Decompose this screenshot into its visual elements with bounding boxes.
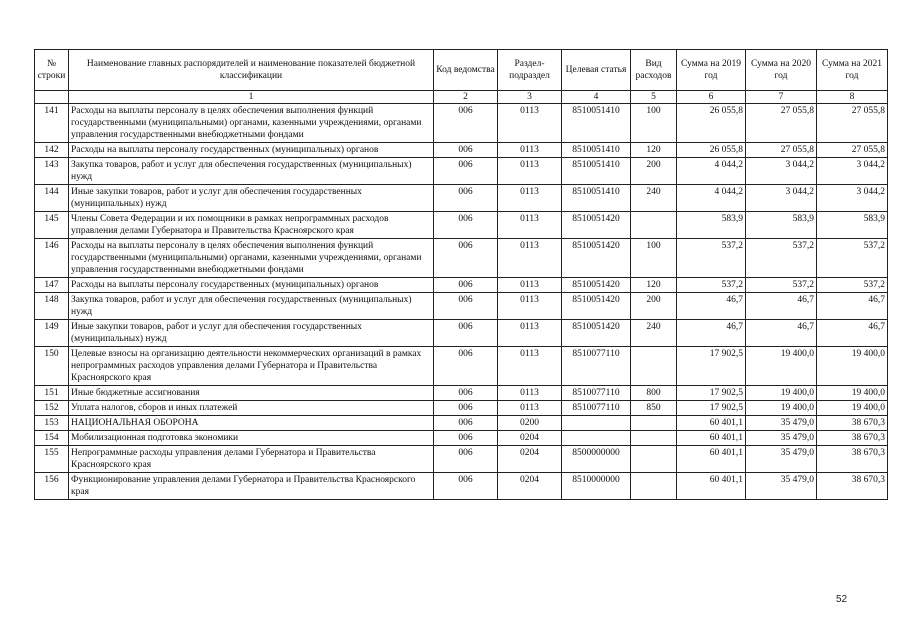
row-section: 0204 xyxy=(498,446,562,473)
row-expense-type: 240 xyxy=(631,320,677,347)
row-sum-2021: 19 400,0 xyxy=(817,386,888,401)
row-sum-2019: 60 401,1 xyxy=(677,431,746,446)
row-sum-2020: 19 400,0 xyxy=(746,386,817,401)
row-sum-2021: 38 670,3 xyxy=(817,473,888,500)
row-name: Функционирование управления делами Губернатора и Правительства Красноярского края xyxy=(69,473,434,500)
row-number: 146 xyxy=(35,239,69,278)
row-expense-type xyxy=(631,347,677,386)
row-sum-2020: 537,2 xyxy=(746,239,817,278)
row-sum-2019: 46,7 xyxy=(677,293,746,320)
row-expense-type: 200 xyxy=(631,158,677,185)
row-name: Уплата налогов, сборов и иных платежей xyxy=(69,401,434,416)
row-section: 0113 xyxy=(498,143,562,158)
row-number: 143 xyxy=(35,158,69,185)
row-section: 0113 xyxy=(498,347,562,386)
row-expense-type: 120 xyxy=(631,278,677,293)
row-sum-2020: 35 479,0 xyxy=(746,416,817,431)
column-number xyxy=(35,91,69,104)
row-sum-2021: 3 044,2 xyxy=(817,185,888,212)
row-expense-type: 800 xyxy=(631,386,677,401)
row-target-article: 8510051420 xyxy=(562,239,631,278)
row-sum-2019: 537,2 xyxy=(677,239,746,278)
row-sum-2020: 35 479,0 xyxy=(746,446,817,473)
row-department-code: 006 xyxy=(434,431,498,446)
row-sum-2019: 17 902,5 xyxy=(677,401,746,416)
table-row xyxy=(35,320,888,347)
row-sum-2021: 19 400,0 xyxy=(817,347,888,386)
row-target-article: 8510051420 xyxy=(562,293,631,320)
row-section: 0113 xyxy=(498,104,562,143)
table-row xyxy=(35,158,888,185)
column-number: 4 xyxy=(562,91,631,104)
row-number: 151 xyxy=(35,386,69,401)
row-sum-2020: 3 044,2 xyxy=(746,185,817,212)
row-expense-type xyxy=(631,473,677,500)
row-number: 141 xyxy=(35,104,69,143)
row-name: НАЦИОНАЛЬНАЯ ОБОРОНА xyxy=(69,416,434,431)
row-name: Члены Совета Федерации и их помощники в рамках непрограммных расходов управления делами Губернатора и Правительства Красноярского края xyxy=(69,212,434,239)
page-number: 52 xyxy=(836,594,848,605)
row-number: 148 xyxy=(35,293,69,320)
row-department-code: 006 xyxy=(434,347,498,386)
row-sum-2019: 26 055,8 xyxy=(677,104,746,143)
row-number: 153 xyxy=(35,416,69,431)
header-sum-2021: Сумма на 2021 год xyxy=(817,50,888,91)
table-row xyxy=(35,212,888,239)
row-expense-type: 240 xyxy=(631,185,677,212)
row-department-code: 006 xyxy=(434,239,498,278)
row-section: 0113 xyxy=(498,401,562,416)
row-sum-2020: 537,2 xyxy=(746,278,817,293)
column-number: 6 xyxy=(677,91,746,104)
row-sum-2021: 19 400,0 xyxy=(817,401,888,416)
row-sum-2020: 46,7 xyxy=(746,320,817,347)
row-department-code: 006 xyxy=(434,212,498,239)
row-target-article: 8500000000 xyxy=(562,446,631,473)
table-row xyxy=(35,473,888,500)
row-target-article: 8510077110 xyxy=(562,347,631,386)
row-expense-type xyxy=(631,212,677,239)
row-sum-2019: 583,9 xyxy=(677,212,746,239)
row-sum-2021: 3 044,2 xyxy=(817,158,888,185)
row-number: 154 xyxy=(35,431,69,446)
column-number: 7 xyxy=(746,91,817,104)
row-target-article: 8510051420 xyxy=(562,278,631,293)
row-number: 147 xyxy=(35,278,69,293)
row-name: Расходы на выплаты персоналу государственных (муниципальных) органов xyxy=(69,278,434,293)
header-row xyxy=(35,50,888,91)
row-section: 0113 xyxy=(498,293,562,320)
table-row xyxy=(35,293,888,320)
row-department-code: 006 xyxy=(434,446,498,473)
row-sum-2019: 4 044,2 xyxy=(677,185,746,212)
row-name: Мобилизационная подготовка экономики xyxy=(69,431,434,446)
column-number: 8 xyxy=(817,91,888,104)
row-target-article: 8510051420 xyxy=(562,212,631,239)
row-expense-type: 100 xyxy=(631,104,677,143)
row-expense-type xyxy=(631,446,677,473)
row-sum-2020: 3 044,2 xyxy=(746,158,817,185)
row-sum-2019: 26 055,8 xyxy=(677,143,746,158)
row-target-article: 8510051410 xyxy=(562,143,631,158)
row-sum-2019: 17 902,5 xyxy=(677,347,746,386)
row-sum-2019: 60 401,1 xyxy=(677,446,746,473)
row-sum-2020: 583,9 xyxy=(746,212,817,239)
row-sum-2021: 27 055,8 xyxy=(817,104,888,143)
row-sum-2019: 60 401,1 xyxy=(677,416,746,431)
row-target-article: 8510051410 xyxy=(562,185,631,212)
row-expense-type: 850 xyxy=(631,401,677,416)
row-sum-2020: 35 479,0 xyxy=(746,473,817,500)
row-sum-2021: 38 670,3 xyxy=(817,431,888,446)
row-section: 0204 xyxy=(498,473,562,500)
table-row xyxy=(35,401,888,416)
row-sum-2019: 46,7 xyxy=(677,320,746,347)
row-name: Непрограммные расходы управления делами Губернатора и Правительства Красноярского края xyxy=(69,446,434,473)
row-expense-type xyxy=(631,431,677,446)
row-expense-type: 120 xyxy=(631,143,677,158)
row-section: 0113 xyxy=(498,278,562,293)
row-number: 152 xyxy=(35,401,69,416)
row-target-article: 8510051410 xyxy=(562,104,631,143)
row-sum-2020: 19 400,0 xyxy=(746,347,817,386)
row-section: 0113 xyxy=(498,212,562,239)
row-sum-2021: 537,2 xyxy=(817,278,888,293)
table-row xyxy=(35,239,888,278)
row-expense-type xyxy=(631,416,677,431)
column-number: 5 xyxy=(631,91,677,104)
row-department-code: 006 xyxy=(434,320,498,347)
row-expense-type: 100 xyxy=(631,239,677,278)
row-sum-2021: 537,2 xyxy=(817,239,888,278)
row-name: Иные закупки товаров, работ и услуг для обеспечения государственных (муниципальных) нужд xyxy=(69,185,434,212)
row-sum-2020: 27 055,8 xyxy=(746,104,817,143)
row-department-code: 006 xyxy=(434,185,498,212)
column-number: 3 xyxy=(498,91,562,104)
header-department-code: Код ведомства xyxy=(434,50,498,91)
table-row xyxy=(35,347,888,386)
row-number: 142 xyxy=(35,143,69,158)
row-sum-2021: 46,7 xyxy=(817,320,888,347)
row-target-article: 8510077110 xyxy=(562,386,631,401)
row-number: 145 xyxy=(35,212,69,239)
row-sum-2021: 27 055,8 xyxy=(817,143,888,158)
row-section: 0113 xyxy=(498,158,562,185)
row-section: 0113 xyxy=(498,386,562,401)
table-row xyxy=(35,143,888,158)
column-number: 1 xyxy=(69,91,434,104)
row-target-article xyxy=(562,416,631,431)
row-department-code: 006 xyxy=(434,386,498,401)
row-sum-2019: 17 902,5 xyxy=(677,386,746,401)
row-name: Иные закупки товаров, работ и услуг для обеспечения государственных (муниципальных) нужд xyxy=(69,320,434,347)
row-number: 144 xyxy=(35,185,69,212)
row-name: Расходы на выплаты персоналу в целях обеспечения выполнения функций государственными (муниципальными) органами, казенными учреждениями, органами управления государственными внебюджетными фондами xyxy=(69,104,434,143)
row-sum-2021: 46,7 xyxy=(817,293,888,320)
row-section: 0113 xyxy=(498,239,562,278)
table-row xyxy=(35,185,888,212)
table-row xyxy=(35,386,888,401)
header-sum-2019: Сумма на 2019 год xyxy=(677,50,746,91)
row-target-article: 8510000000 xyxy=(562,473,631,500)
row-department-code: 006 xyxy=(434,143,498,158)
row-name: Расходы на выплаты персоналу в целях обеспечения выполнения функций государственными (муниципальными) органами, казенными учреждениями, органами управления государственными внебюджетными фондами xyxy=(69,239,434,278)
row-sum-2020: 19 400,0 xyxy=(746,401,817,416)
row-number: 150 xyxy=(35,347,69,386)
row-sum-2021: 38 670,3 xyxy=(817,446,888,473)
row-section: 0113 xyxy=(498,320,562,347)
row-section: 0113 xyxy=(498,185,562,212)
table-row xyxy=(35,446,888,473)
row-name: Закупка товаров, работ и услуг для обеспечения государственных (муниципальных) нужд xyxy=(69,293,434,320)
row-target-article: 8510051420 xyxy=(562,320,631,347)
row-department-code: 006 xyxy=(434,401,498,416)
header-sum-2020: Сумма на 2020 год xyxy=(746,50,817,91)
row-sum-2019: 537,2 xyxy=(677,278,746,293)
table-row xyxy=(35,278,888,293)
header-target-article: Целевая статья xyxy=(562,50,631,91)
row-department-code: 006 xyxy=(434,104,498,143)
row-name: Расходы на выплаты персоналу государственных (муниципальных) органов xyxy=(69,143,434,158)
row-name: Иные бюджетные ассигнования xyxy=(69,386,434,401)
column-number: 2 xyxy=(434,91,498,104)
row-sum-2019: 60 401,1 xyxy=(677,473,746,500)
header-name: Наименование главных распорядителей и наименование показателей бюджетной классификации xyxy=(69,50,434,91)
row-sum-2021: 583,9 xyxy=(817,212,888,239)
row-number: 155 xyxy=(35,446,69,473)
row-target-article xyxy=(562,431,631,446)
row-sum-2019: 4 044,2 xyxy=(677,158,746,185)
table-row xyxy=(35,416,888,431)
row-sum-2021: 38 670,3 xyxy=(817,416,888,431)
row-department-code: 006 xyxy=(434,278,498,293)
row-target-article: 8510051410 xyxy=(562,158,631,185)
row-number: 149 xyxy=(35,320,69,347)
row-sum-2020: 35 479,0 xyxy=(746,431,817,446)
budget-table xyxy=(34,49,888,500)
header-row-number: № строки xyxy=(35,50,69,91)
row-department-code: 006 xyxy=(434,293,498,320)
row-name: Закупка товаров, работ и услуг для обеспечения государственных (муниципальных) нужд xyxy=(69,158,434,185)
header-expense-type: Вид расходов xyxy=(631,50,677,91)
row-target-article: 8510077110 xyxy=(562,401,631,416)
row-department-code: 006 xyxy=(434,158,498,185)
row-sum-2020: 46,7 xyxy=(746,293,817,320)
column-number-row xyxy=(35,91,888,104)
row-sum-2020: 27 055,8 xyxy=(746,143,817,158)
row-number: 156 xyxy=(35,473,69,500)
row-expense-type: 200 xyxy=(631,293,677,320)
table-body xyxy=(35,104,888,500)
row-department-code: 006 xyxy=(434,473,498,500)
table-row xyxy=(35,431,888,446)
row-section: 0204 xyxy=(498,431,562,446)
header-section: Раздел-подраздел xyxy=(498,50,562,91)
row-name: Целевые взносы на организацию деятельности некоммерческих организаций в рамках непрограммных расходов управления делами Губернатора и Правительства Красноярского края xyxy=(69,347,434,386)
table-row xyxy=(35,104,888,143)
row-section: 0200 xyxy=(498,416,562,431)
row-department-code: 006 xyxy=(434,416,498,431)
